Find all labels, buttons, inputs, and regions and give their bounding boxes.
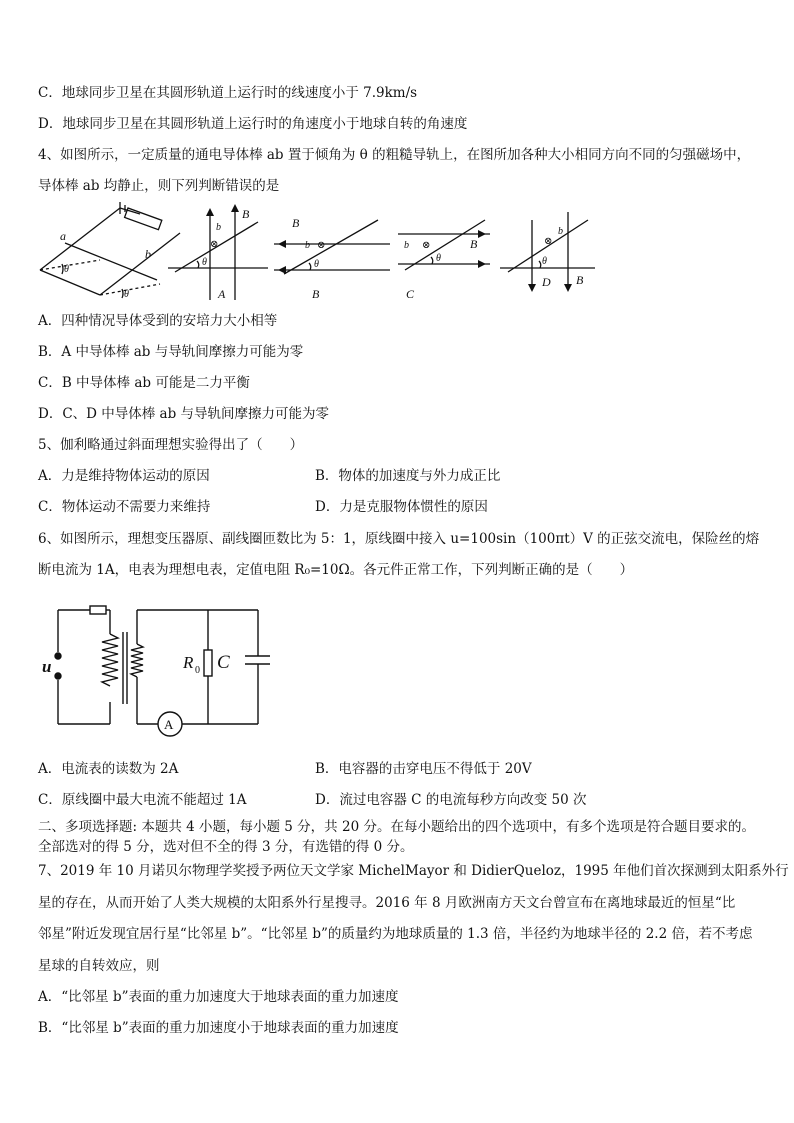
q4-stem-line1: 4、如图所示，一定质量的通电导体棒 ab 置于倾角为 θ 的粗糙导轨上，在图所加各种大小相同方向不同的匀强磁场中， bbox=[38, 147, 751, 163]
q6-fig-r0: R bbox=[183, 653, 194, 672]
q4-figB-label: B bbox=[312, 287, 320, 301]
q4-figC-b: b bbox=[404, 240, 409, 251]
q4-option-b: B．A 中导体棒 ab 与导轨间摩擦力可能为零 bbox=[38, 344, 304, 360]
q4-figA-theta: θ bbox=[202, 257, 207, 268]
section2-heading-line1: 二、多项选择题: 本题共 4 小题，每小题 5 分，共 20 分。在每小题给出的四个选项中，有多个选项是符合题目要求的。 bbox=[38, 819, 755, 835]
q4-fig-theta-2: θ bbox=[124, 289, 129, 300]
q4-figA-B: B bbox=[242, 207, 250, 221]
q6-stem-line2: 断电流为 1A，电表为理想电表，定值电阻 R₀=10Ω。各元件正常工作，下列判断正确的是（ ） bbox=[38, 562, 634, 578]
q7-stem-line3: 邻星”附近发现宜居行星“比邻星 b”。“比邻星 b”的质量约为地球质量的 1.3 倍，半径约为地球半径的 2.2 倍，若不考虑 bbox=[38, 926, 753, 942]
q4-fig-label-a: a bbox=[60, 229, 66, 243]
q4-figD-cross: ⊗ bbox=[544, 236, 553, 247]
q6-option-c: C．原线圈中最大电流不能超过 1A bbox=[38, 792, 247, 808]
q4-figC-B: B bbox=[470, 237, 478, 251]
fuse-icon bbox=[90, 606, 106, 614]
q7-stem-line1: 7、2019 年 10 月诺贝尔物理学奖授予两位天文学家 MichelMayor 和 DidierQueloz，1995 年他们首次探测到太阳系外行 bbox=[38, 863, 789, 879]
q6-fig-c: C bbox=[217, 652, 230, 673]
q4-figC-theta: θ bbox=[436, 253, 441, 264]
q5-option-c: C．物体运动不需要力来维持 bbox=[38, 499, 211, 515]
q4-figC-label: C bbox=[406, 287, 415, 301]
q5-stem: 5、伽利略通过斜面理想实验得出了（ ） bbox=[38, 437, 304, 453]
q4-figA-label: A bbox=[218, 287, 226, 301]
q4-figD-b: b bbox=[558, 226, 563, 237]
section2-heading-line2: 全部选对的得 5 分，选对但不全的得 3 分，有选错的得 0 分。 bbox=[38, 839, 414, 855]
q4-figure bbox=[30, 200, 600, 305]
q7-option-a: A．“比邻星 b”表面的重力加速度大于地球表面的重力加速度 bbox=[38, 989, 399, 1005]
q4-figB-theta: θ bbox=[314, 259, 319, 270]
q4-option-a: A．四种情况导体受到的安培力大小相等 bbox=[38, 313, 278, 329]
q4-option-d: D．C、D 中导体棒 ab 与导轨间摩擦力可能为零 bbox=[38, 406, 330, 422]
q4-fig-label-b: b bbox=[145, 247, 151, 261]
q6-option-a: A．电流表的读数为 2A bbox=[38, 761, 179, 777]
q4-figA-cross: ⊗ bbox=[210, 239, 219, 250]
q4-option-c: C．B 中导体棒 ab 可能是二力平衡 bbox=[38, 375, 250, 391]
q4-figD-theta: θ bbox=[542, 256, 547, 267]
q6-option-d: D．流过电容器 C 的电流每秒方向改变 50 次 bbox=[315, 792, 587, 808]
q4-figB-cross: ⊗ bbox=[317, 240, 326, 251]
q6-fig-r0-sub: 0 bbox=[195, 665, 200, 676]
q4-figD-label: D bbox=[542, 275, 551, 289]
q4-figC-cross: ⊗ bbox=[422, 240, 431, 251]
q3-option-d: D．地球同步卫星在其圆形轨道上运行时的角速度小于地球自转的角速度 bbox=[38, 116, 468, 132]
q6-fig-u: u bbox=[42, 657, 52, 676]
q6-option-b: B．电容器的击穿电压不得低于 20V bbox=[315, 761, 532, 777]
q4-fig-theta-1: θ bbox=[64, 264, 69, 275]
q7-stem-line2: 星的存在，从而开始了人类大规模的太阳系外行星搜寻。2016 年 8 月欧洲南方天文台曾宣布在离地球最近的恒星“比 bbox=[38, 895, 736, 911]
q7-stem-line4: 星球的自转效应，则 bbox=[38, 958, 160, 974]
q4-figB-B: B bbox=[292, 216, 300, 230]
q3-option-c: C．地球同步卫星在其圆形轨道上运行时的线速度小于 7.9km/s bbox=[38, 85, 418, 101]
q4-stem-line2: 导体棒 ab 均静止，则下列判断错误的是 bbox=[38, 178, 280, 194]
q7-option-b: B．“比邻星 b”表面的重力加速度小于地球表面的重力加速度 bbox=[38, 1020, 399, 1036]
q5-option-b: B．物体的加速度与外力成正比 bbox=[315, 468, 501, 484]
q4-figB-b: b bbox=[305, 240, 310, 251]
q4-figD-B: B bbox=[576, 273, 584, 287]
q4-figA-b: b bbox=[216, 222, 221, 233]
q5-option-a: A．力是维持物体运动的原因 bbox=[38, 468, 210, 484]
q5-option-d: D．力是克服物体惯性的原因 bbox=[315, 499, 488, 515]
q6-stem-line1: 6、如图所示，理想变压器原、副线圈匝数比为 5：1，原线圈中接入 u=100sin（100πt）V 的正弦交流电，保险丝的熔 bbox=[38, 531, 760, 547]
q6-fig-ammeter-label: A bbox=[164, 717, 174, 732]
q6-circuit-figure bbox=[40, 592, 270, 744]
